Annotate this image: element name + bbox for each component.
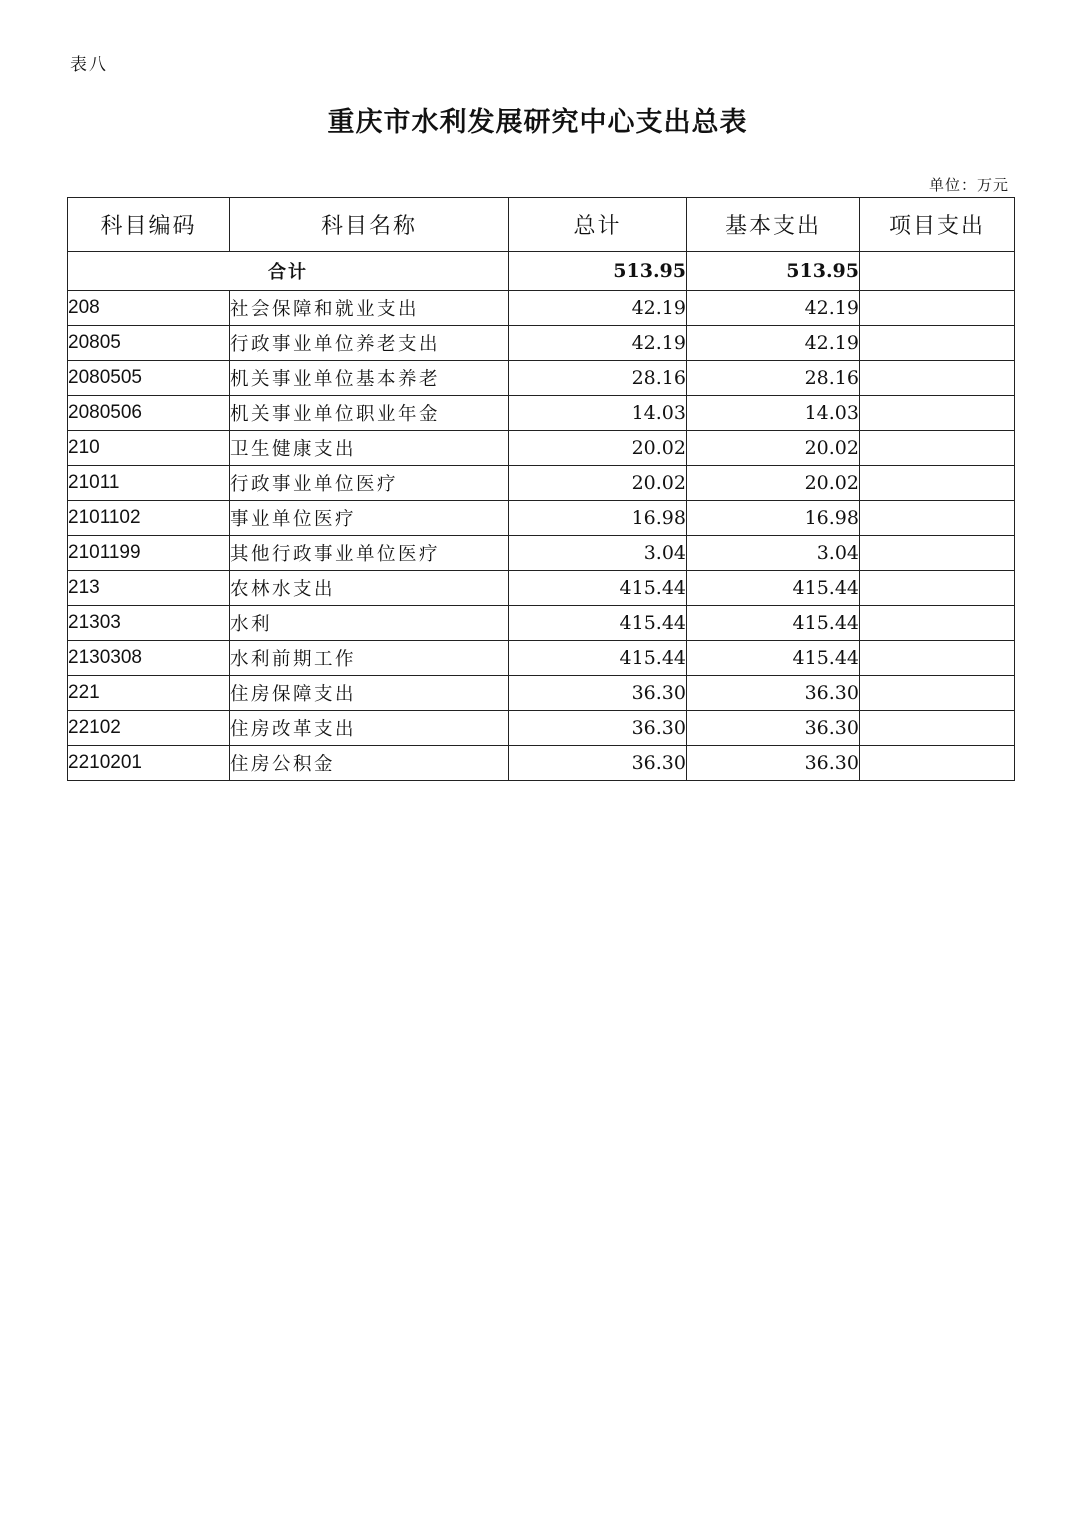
row-code: 2130308 [68, 641, 230, 676]
row-basic: 20.02 [687, 466, 860, 501]
row-basic: 42.19 [687, 291, 860, 326]
row-basic: 3.04 [687, 536, 860, 571]
row-basic: 42.19 [687, 326, 860, 361]
total-project-amount [860, 252, 1015, 291]
row-total: 415.44 [509, 606, 687, 641]
row-project [860, 746, 1015, 781]
header-code: 科目编码 [68, 198, 230, 252]
table-row [68, 641, 1015, 676]
table-row [68, 396, 1015, 431]
table-row [68, 606, 1015, 641]
row-basic: 16.98 [687, 501, 860, 536]
table-header-row [68, 198, 1015, 252]
row-code: 2101199 [68, 536, 230, 571]
total-label: 合计 [68, 252, 509, 291]
row-code: 21303 [68, 606, 230, 641]
row-name: 其他行政事业单位医疗 [230, 536, 509, 571]
total-amount: 513.95 [509, 252, 687, 291]
row-name: 事业单位医疗 [230, 501, 509, 536]
row-total: 415.44 [509, 571, 687, 606]
row-basic: 14.03 [687, 396, 860, 431]
table-row [68, 711, 1015, 746]
unit-label: 单位：万元 [928, 176, 1009, 194]
row-total: 3.04 [509, 536, 687, 571]
row-total: 42.19 [509, 291, 687, 326]
row-name: 行政事业单位养老支出 [230, 326, 509, 361]
table-row [68, 501, 1015, 536]
row-code: 210 [68, 431, 230, 466]
row-code: 221 [68, 676, 230, 711]
row-code: 22102 [68, 711, 230, 746]
row-name: 机关事业单位基本养老 [230, 361, 509, 396]
row-name: 行政事业单位医疗 [230, 466, 509, 501]
row-total: 28.16 [509, 361, 687, 396]
row-project [860, 291, 1015, 326]
table-row [68, 431, 1015, 466]
row-total: 36.30 [509, 711, 687, 746]
row-name: 水利前期工作 [230, 641, 509, 676]
row-basic: 415.44 [687, 641, 860, 676]
row-project [860, 326, 1015, 361]
row-total: 36.30 [509, 746, 687, 781]
row-project [860, 501, 1015, 536]
row-basic: 36.30 [687, 746, 860, 781]
row-name: 住房保障支出 [230, 676, 509, 711]
row-total: 14.03 [509, 396, 687, 431]
row-code: 2101102 [68, 501, 230, 536]
row-code: 2210201 [68, 746, 230, 781]
row-project [860, 431, 1015, 466]
row-total: 20.02 [509, 431, 687, 466]
row-code: 2080505 [68, 361, 230, 396]
row-project [860, 396, 1015, 431]
row-name: 水利 [230, 606, 509, 641]
row-basic: 415.44 [687, 571, 860, 606]
row-name: 住房改革支出 [230, 711, 509, 746]
total-basic-amount: 513.95 [687, 252, 860, 291]
row-basic: 20.02 [687, 431, 860, 466]
row-code: 21011 [68, 466, 230, 501]
row-name: 机关事业单位职业年金 [230, 396, 509, 431]
row-name: 住房公积金 [230, 746, 509, 781]
table-row [68, 361, 1015, 396]
row-project [860, 571, 1015, 606]
table-number: 表八 [70, 55, 108, 75]
table-row [68, 326, 1015, 361]
row-project [860, 641, 1015, 676]
row-code: 213 [68, 571, 230, 606]
row-project [860, 711, 1015, 746]
row-project [860, 676, 1015, 711]
row-total: 42.19 [509, 326, 687, 361]
row-code: 208 [68, 291, 230, 326]
row-code: 20805 [68, 326, 230, 361]
table-row [68, 291, 1015, 326]
table-row [68, 746, 1015, 781]
header-total: 总计 [509, 198, 687, 252]
row-total: 20.02 [509, 466, 687, 501]
header-name: 科目名称 [230, 198, 509, 252]
total-row [68, 252, 1015, 291]
row-project [860, 361, 1015, 396]
row-project [860, 466, 1015, 501]
row-code: 2080506 [68, 396, 230, 431]
row-total: 16.98 [509, 501, 687, 536]
row-total: 415.44 [509, 641, 687, 676]
row-basic: 36.30 [687, 676, 860, 711]
row-project [860, 606, 1015, 641]
expense-summary-table [67, 197, 1015, 781]
table-row [68, 536, 1015, 571]
header-project: 项目支出 [860, 198, 1015, 252]
page-title: 重庆市水利发展研究中心支出总表 [327, 107, 748, 138]
row-name: 卫生健康支出 [230, 431, 509, 466]
row-name: 社会保障和就业支出 [230, 291, 509, 326]
row-name: 农林水支出 [230, 571, 509, 606]
header-basic: 基本支出 [687, 198, 860, 252]
table-row [68, 466, 1015, 501]
table-row [68, 571, 1015, 606]
row-basic: 415.44 [687, 606, 860, 641]
table-row [68, 676, 1015, 711]
row-basic: 36.30 [687, 711, 860, 746]
row-project [860, 536, 1015, 571]
row-total: 36.30 [509, 676, 687, 711]
row-basic: 28.16 [687, 361, 860, 396]
